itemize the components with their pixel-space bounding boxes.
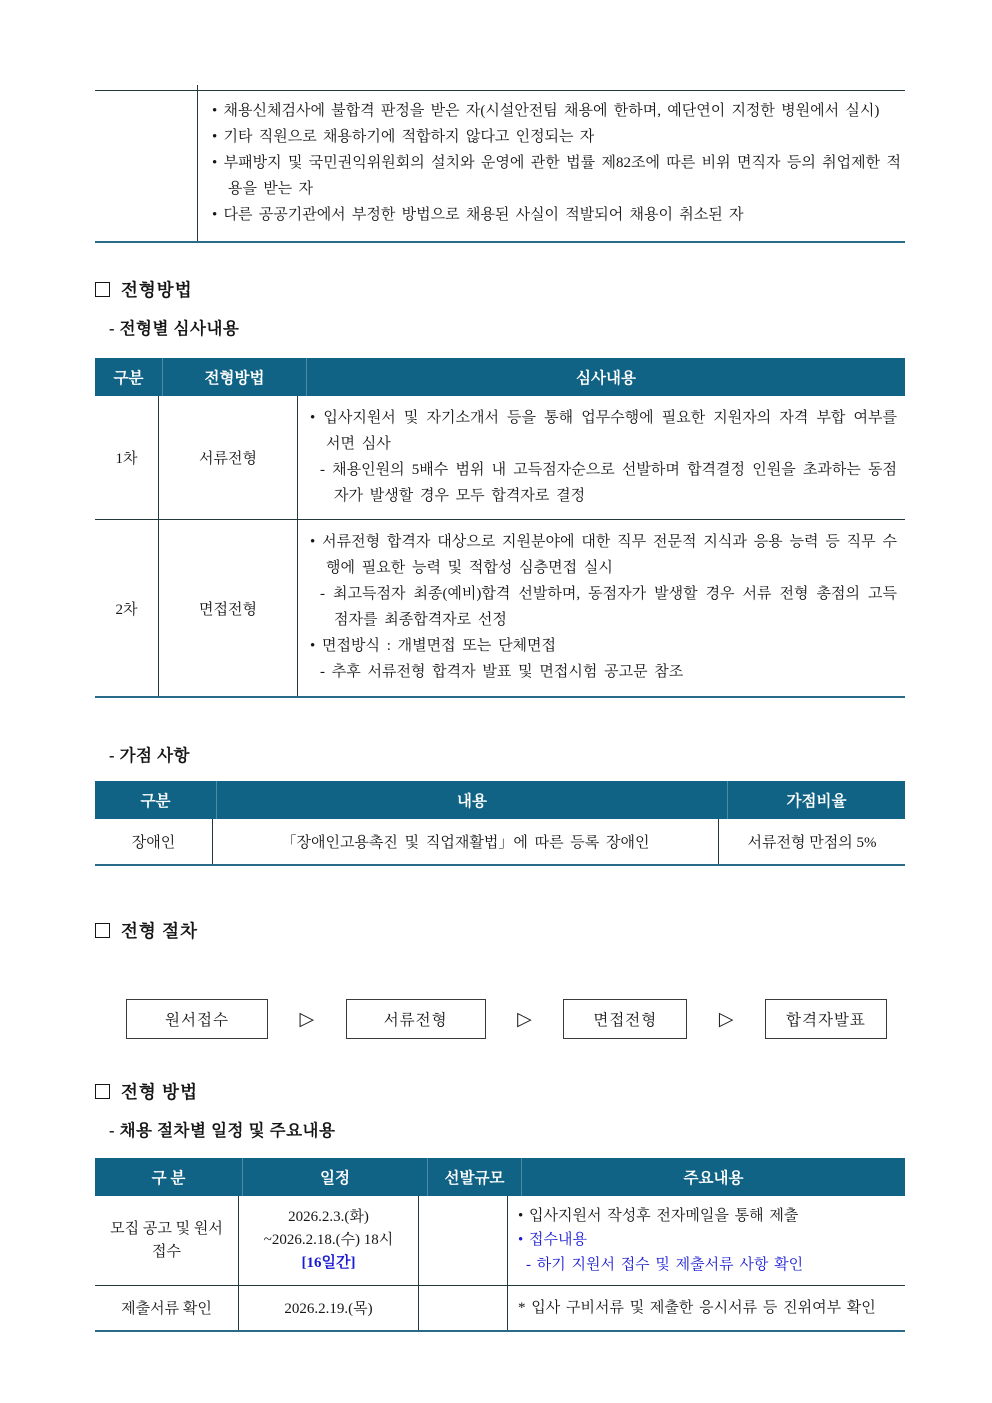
screening-table-header	[95, 358, 905, 396]
subsection-heading-screening-criteria: - 전형별 심사내용	[109, 318, 240, 338]
disqualification-items-cell	[198, 91, 905, 241]
arrow-right-icon: ▷	[299, 1008, 315, 1031]
ratio-cell: 서류전형 만점의 5%	[718, 819, 905, 864]
category-cell: 장애인	[131, 835, 176, 852]
arrow-right-icon: ▷	[517, 1008, 532, 1031]
method-cell: 서류전형	[158, 396, 297, 520]
column-header: 일정	[242, 1158, 427, 1196]
content-line: • 접수내용	[518, 1232, 587, 1249]
column-header: 구분	[140, 793, 171, 811]
date-line: ~2026.2.18.(수) 18시	[263, 1231, 394, 1248]
section-heading-process	[95, 918, 905, 943]
detail-line: • 입사지원서 및 자기소개서 등을 통해 업무수행에 필요한 지원자의 자격 부합 여부를 서면 심사	[310, 409, 897, 452]
section-title: 전형 방법	[121, 1082, 198, 1103]
round-cell: 2차	[115, 601, 138, 618]
subsection-heading-schedule: - 채용 절차별 일정 및 주요내용	[109, 1121, 336, 1141]
details-cell	[297, 520, 905, 696]
detail-line: • 면접방식 : 개별면접 또는 단체면접	[310, 638, 557, 655]
table-row	[95, 396, 905, 520]
list-item: • 채용신체검사에 불합격 판정을 받은 자(시설안전팀 채용에 한하며, 예단연이 지정한 병원에서 실시)	[212, 103, 880, 119]
process-step: 서류전형	[346, 999, 486, 1039]
content-line: - 하기 지원서 접수 및 제출서류 사항 확인	[526, 1256, 804, 1273]
section-heading-schedule	[95, 1079, 905, 1104]
date-line: 2026.2.3.(화)	[288, 1208, 369, 1225]
disqualification-table	[95, 90, 905, 243]
content-line: • 입사지원서 작성후 전자메일을 통해 제출	[518, 1208, 799, 1225]
column-header: 구분	[113, 369, 144, 387]
bonus-table-header	[95, 781, 905, 819]
detail-line: - 채용인원의 5배수 범위 내 고득점자순으로 선발하며 합격결정 인원을 초과하는 동점자가 발생할 경우 모두 합격자로 결정	[320, 461, 897, 504]
list-item: • 다른 공공기관에서 부정한 방법으로 채용된 사실이 적발되어 채용이 취소된 자	[212, 206, 744, 223]
checkbox-square-icon	[95, 923, 110, 938]
content-cell: 「장애인고용촉진 및 직업재활법」에 따른 등록 장애인	[212, 819, 718, 864]
column-header: 선발규모	[427, 1158, 521, 1196]
method-cell: 면접전형	[158, 520, 297, 696]
table-row	[95, 1196, 905, 1285]
date-duration: [16일간]	[301, 1255, 356, 1272]
bonus-table	[95, 781, 905, 866]
scale-cell	[418, 1286, 507, 1330]
column-header: 구 분	[151, 1170, 186, 1188]
screening-table	[95, 358, 905, 698]
round-cell: 1차	[115, 451, 138, 468]
process-step: 합격자발표	[765, 999, 887, 1039]
process-step: 원서접수	[126, 999, 268, 1039]
column-header: 심사내용	[306, 358, 905, 396]
column-header: 가점비율	[727, 781, 905, 819]
table-row	[95, 1285, 905, 1330]
schedule-table	[95, 1158, 905, 1332]
content-line: * 입사 구비서류 및 제출한 응시서류 등 진위여부 확인	[518, 1299, 876, 1316]
disqualification-empty-cell	[95, 91, 198, 241]
section-title: 전형 절차	[121, 921, 198, 942]
table-row	[95, 819, 905, 864]
contents-cell	[507, 1196, 905, 1285]
list-item: • 부패방지 및 국민권익위원회의 설치와 운영에 관한 법률 제82조에 따른 비위 면직자 등의 취업제한 적용을 받는 자	[212, 154, 901, 197]
column-header: 내용	[216, 781, 727, 819]
detail-line: - 추후 서류전형 합격자 발표 및 면접시험 공고문 참조	[320, 664, 684, 681]
detail-line: • 서류전형 합격자 대상으로 지원분야에 대한 직무 전문적 지식과 응용 능력 등 직무 수행에 필요한 능력 및 적합성 심층면접 실시	[310, 534, 897, 577]
column-header: 전형방법	[162, 358, 306, 396]
process-flow	[95, 999, 905, 1039]
category-cell: 제출서류 확인	[121, 1301, 212, 1318]
detail-line: - 최고득점자 최종(예비)합격 선발하며, 동점자가 발생할 경우 서류 전형 총점의 고득점자를 최종합격자로 선정	[320, 586, 897, 629]
details-cell	[297, 396, 905, 520]
section-title: 전형방법	[121, 279, 193, 300]
arrow-right-icon: ▷	[718, 1008, 734, 1031]
category-cell: 모집 공고 및 원서접수	[110, 1221, 223, 1260]
contents-cell	[507, 1286, 905, 1330]
date-cell: 2026.2.19.(목)	[238, 1286, 418, 1330]
schedule-table-header	[95, 1158, 905, 1196]
section-heading-screening-method	[95, 277, 905, 302]
list-item: • 기타 직원으로 채용하기에 적합하지 않다고 인정되는 자	[212, 128, 595, 145]
checkbox-square-icon	[95, 282, 110, 297]
table-row	[95, 519, 905, 696]
scale-cell	[418, 1196, 507, 1285]
checkbox-square-icon	[95, 1084, 110, 1099]
column-header: 주요내용	[521, 1158, 905, 1196]
top-margin	[95, 0, 905, 90]
process-step: 면접전형	[563, 999, 687, 1039]
date-cell	[238, 1196, 418, 1285]
subsection-heading-bonus: - 가점 사항	[109, 746, 191, 766]
